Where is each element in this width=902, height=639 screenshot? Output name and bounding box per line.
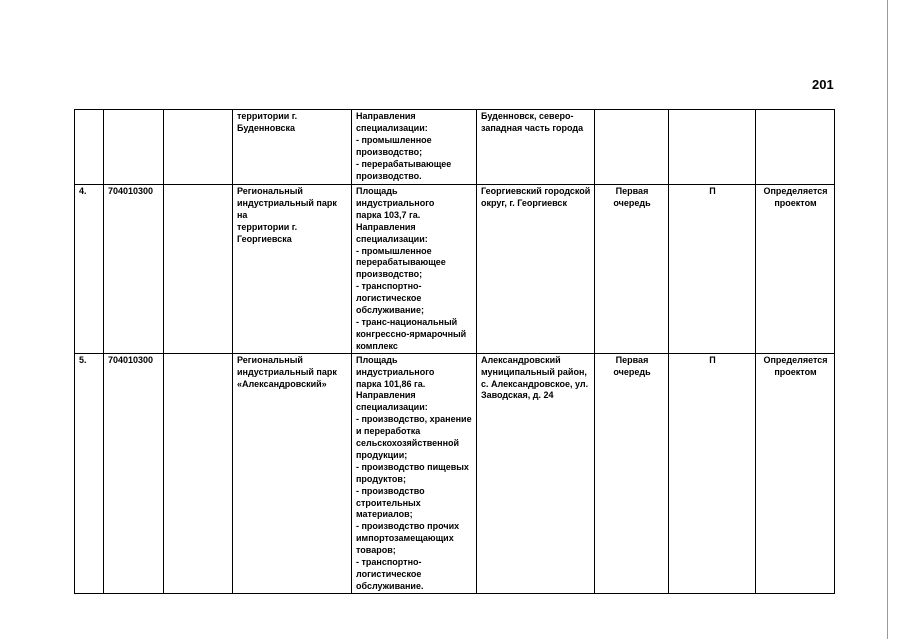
object-note: Определяется проектом [756, 353, 835, 593]
object-name: территории г. Буденновска [233, 110, 352, 185]
object-status: П [669, 353, 756, 593]
table-row [75, 185, 835, 354]
object-name: Региональный индустриальный парк «Александровский» [233, 353, 352, 593]
table-row [75, 110, 835, 185]
object-location: Буденновск, северо- западная часть города [477, 110, 595, 185]
object-status [669, 110, 756, 185]
row-number: 4. [75, 185, 104, 354]
object-description: Площадь индустриального парка 103,7 га. Направления специализации: - промышленное перерабатывающее производство; - транспортно- логистическое обслуживание; - транс-национальный конгрессно-ярмарочный комплекс [352, 185, 477, 354]
object-code [104, 110, 164, 185]
object-location: Георгиевский городской округ, г. Георгиевск [477, 185, 595, 354]
empty-cell [164, 110, 233, 185]
object-priority: Первая очередь [595, 185, 669, 354]
object-status: П [669, 185, 756, 354]
object-note [756, 110, 835, 185]
object-priority [595, 110, 669, 185]
object-code: 704010300 [104, 353, 164, 593]
row-number: 5. [75, 353, 104, 593]
scan-edge-line [887, 0, 888, 639]
object-priority: Первая очередь [595, 353, 669, 593]
object-code: 704010300 [104, 185, 164, 354]
objects-table [74, 109, 835, 594]
object-name: Региональный индустриальный парк на территории г. Георгиевска [233, 185, 352, 354]
table-row [75, 353, 835, 593]
empty-cell [164, 353, 233, 593]
page-number: 201 [812, 77, 834, 92]
object-description: Площадь индустриального парка 101,86 га. Направления специализации: - производство, хранение и переработка сельскохозяйственной продукции; - производство пищевых продуктов; - производство строительных материалов; - производство прочих импортозамещающих товаров; - транспортно- логистическое обслуживание. [352, 353, 477, 593]
object-note: Определяется проектом [756, 185, 835, 354]
object-location: Александровский муниципальный район, с. Александровское, ул. Заводская, д. 24 [477, 353, 595, 593]
empty-cell [164, 185, 233, 354]
object-description: Направления специализации: - промышленное производство; - перерабатывающее производство. [352, 110, 477, 185]
row-number [75, 110, 104, 185]
